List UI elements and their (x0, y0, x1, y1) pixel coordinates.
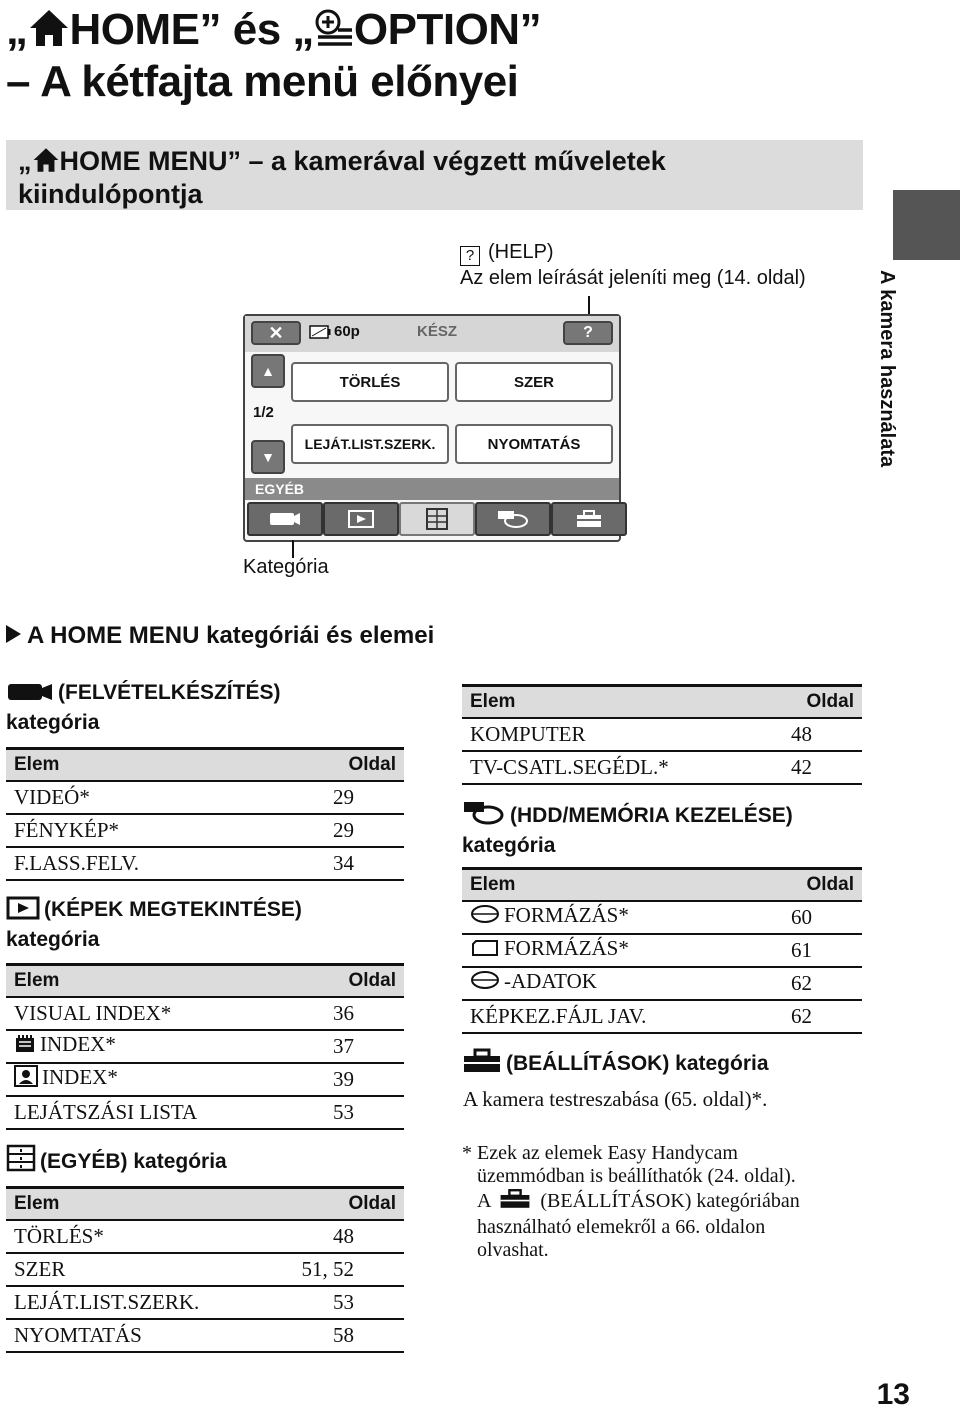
menu-item-lejat-list-szerk[interactable]: LEJÁT.LIST.SZERK. (291, 424, 449, 464)
screen-status-text: KÉSZ (417, 323, 458, 340)
table-row (462, 1000, 862, 1033)
row-item: KOMPUTER (462, 718, 754, 751)
help-callout (460, 240, 806, 291)
table-row (462, 934, 862, 967)
col-item: Elem (462, 686, 754, 718)
table-other (6, 1186, 404, 1353)
col-item: Elem (6, 965, 291, 997)
title-option-text: OPTION” (353, 5, 542, 54)
row-page: 53 (263, 1286, 404, 1319)
category-callout-label: Kategória (243, 556, 329, 578)
row-item: KÉPKEZ.FÁJL JAV. (462, 1000, 746, 1033)
row-page: 48 (754, 718, 862, 751)
row-page: 60 (746, 901, 862, 934)
col-page: Oldal (754, 686, 862, 718)
footnote-line: használható elemekről a 66. oldalon (477, 1216, 766, 1238)
row-item: LEJÁT.LIST.SZERK. (6, 1286, 263, 1319)
banner-text: HOME MENU” – a kamerával végzett műveletek kiindulópontja (18, 146, 666, 209)
page-indicator: 1/2 (253, 404, 274, 421)
battery-status: 60p (334, 323, 360, 340)
table-header (462, 686, 862, 718)
row-page: 29 (261, 781, 404, 814)
category-heading-view: (KÉPEK MEGTEKINTÉSE) kategória (6, 898, 302, 951)
table-header (6, 965, 404, 997)
table-row (462, 967, 862, 1000)
option-icon (314, 8, 354, 58)
table-row (6, 1253, 404, 1286)
page-title (6, 6, 541, 106)
table-row (6, 1286, 404, 1319)
footnote (477, 1142, 800, 1262)
row-page: 39 (291, 1063, 404, 1096)
title-home-text: HOME” és „ (69, 5, 314, 54)
category-heading-other: (EGYÉB) kategória (6, 1144, 227, 1179)
table-view (6, 963, 404, 1130)
footnote-line: Ezek az elemek Easy Handycam (477, 1142, 738, 1164)
footnote-line: (BEÁLLÍTÁSOK) kategóriában (540, 1190, 800, 1212)
scroll-down-button[interactable]: ▼ (251, 440, 285, 474)
scroll-up-button[interactable]: ▲ (251, 354, 285, 388)
table-header (6, 749, 404, 781)
settings-description: A kamera testreszabása (65. oldal)*. (463, 1087, 768, 1111)
row-item: INDEX* (40, 1032, 116, 1056)
menu-item-torles[interactable]: TÖRLÉS (291, 362, 449, 402)
row-page: 58 (263, 1319, 404, 1352)
row-item: -ADATOK (504, 969, 597, 993)
col-item: Elem (462, 869, 746, 901)
footnote-mark: * (462, 1142, 472, 1164)
tab-hdd[interactable] (475, 502, 551, 536)
help-description: Az elem leírását jeleníti meg (14. oldal) (460, 267, 806, 289)
hdd-disk-icon (470, 903, 500, 931)
row-page: 42 (754, 751, 862, 784)
toolbox-icon (462, 1048, 502, 1081)
row-item: FORMÁZÁS* (504, 936, 629, 960)
row-page: 62 (746, 967, 862, 1000)
current-category-label: EGYÉB (245, 478, 619, 500)
footnote-line: olvashat. (477, 1239, 549, 1261)
row-item: INDEX* (42, 1065, 118, 1089)
section-banner (6, 140, 863, 210)
play-icon (348, 510, 374, 528)
row-page: 62 (746, 1000, 862, 1033)
battery-icon (309, 325, 331, 344)
home-icon (32, 147, 60, 179)
help-label: (HELP) (488, 241, 554, 263)
home-menu-screen (243, 314, 621, 542)
table-row (6, 997, 404, 1030)
row-item: F.LASS.FELV. (6, 847, 261, 880)
row-item: NYOMTATÁS (6, 1319, 263, 1352)
face-index-icon (14, 1065, 38, 1093)
row-item: VIDEÓ* (6, 781, 261, 814)
category-heading-hdd: (HDD/MEMÓRIA KEZELÉSE) kategória (462, 800, 793, 859)
tab-camera[interactable] (247, 502, 323, 536)
table-hdd (462, 867, 862, 1034)
tab-play[interactable] (323, 502, 399, 536)
table-row (462, 718, 862, 751)
row-page: 37 (291, 1030, 404, 1063)
table-row (6, 1063, 404, 1096)
memory-card-icon (470, 938, 500, 964)
home-icon (28, 8, 70, 58)
row-page: 36 (291, 997, 404, 1030)
play-icon (6, 896, 40, 927)
table-row (6, 1030, 404, 1063)
row-item: LEJÁTSZÁSI LISTA (6, 1096, 291, 1129)
page-number: 13 (876, 1378, 910, 1410)
table-header (6, 1188, 404, 1220)
tab-other[interactable] (399, 502, 475, 536)
other-icon (6, 1144, 36, 1179)
hdd-icon (496, 509, 530, 529)
help-icon: ? (460, 246, 480, 266)
col-page: Oldal (261, 749, 404, 781)
category-heading-rec: (FELVÉTELKÉSZÍTÉS) kategória (6, 681, 281, 734)
hdd-disk-icon (470, 969, 500, 997)
table-row (6, 1220, 404, 1253)
section-heading (6, 622, 434, 650)
side-tab-marker (893, 190, 960, 260)
close-button[interactable]: ✕ (251, 321, 301, 345)
table-row (6, 847, 404, 880)
row-page: 29 (261, 814, 404, 847)
row-item: SZER (6, 1253, 263, 1286)
camera-icon (268, 510, 302, 528)
row-page: 34 (261, 847, 404, 880)
col-item: Elem (6, 749, 261, 781)
col-item: Elem (6, 1188, 263, 1220)
row-page: 51, 52 (263, 1253, 404, 1286)
hdd-icon (462, 800, 506, 833)
menu-item-szer[interactable]: SZER (455, 362, 613, 402)
row-page: 61 (746, 934, 862, 967)
table-header (462, 869, 862, 901)
table-row (6, 814, 404, 847)
camera-icon (6, 681, 54, 710)
col-page: Oldal (291, 965, 404, 997)
table-rec (6, 747, 404, 881)
table-row (6, 1319, 404, 1352)
row-item: VISUAL INDEX* (6, 997, 291, 1030)
row-item: FÉNYKÉP* (6, 814, 261, 847)
row-page: 48 (263, 1220, 404, 1253)
tab-settings[interactable] (551, 502, 627, 536)
col-page: Oldal (746, 869, 862, 901)
banner-quote: „ (18, 146, 32, 176)
menu-item-nyomtatas[interactable]: NYOMTATÁS (455, 424, 613, 464)
col-page: Oldal (263, 1188, 404, 1220)
table-row (462, 751, 862, 784)
help-button[interactable]: ? (563, 321, 613, 345)
footnote-line: A (477, 1190, 491, 1212)
film-index-icon (14, 1034, 36, 1060)
section-heading-text: A HOME MENU kategóriái és elemei (27, 622, 435, 649)
row-item: TV-CSATL.SEGÉDL.* (462, 751, 754, 784)
row-item: TÖRLÉS* (6, 1220, 263, 1253)
triangle-bullet-icon (6, 625, 21, 643)
row-item: FORMÁZÁS* (504, 903, 629, 927)
title-quote: „ (6, 5, 28, 54)
toolbox-icon (575, 509, 603, 529)
table-other-continued (462, 684, 862, 785)
footnote-line: üzemmódban is beállíthatók (24. oldal). (477, 1165, 796, 1187)
row-page: 53 (291, 1096, 404, 1129)
other-icon (426, 508, 448, 530)
category-heading-settings: (BEÁLLÍTÁSOK) kategória (462, 1048, 769, 1081)
table-row (462, 901, 862, 934)
title-subtitle: – A kétfajta menü előnyei (6, 57, 519, 106)
table-row (6, 781, 404, 814)
table-row (6, 1096, 404, 1129)
toolbox-icon (499, 1188, 531, 1216)
side-tab-label: A kamera használata (876, 270, 898, 468)
